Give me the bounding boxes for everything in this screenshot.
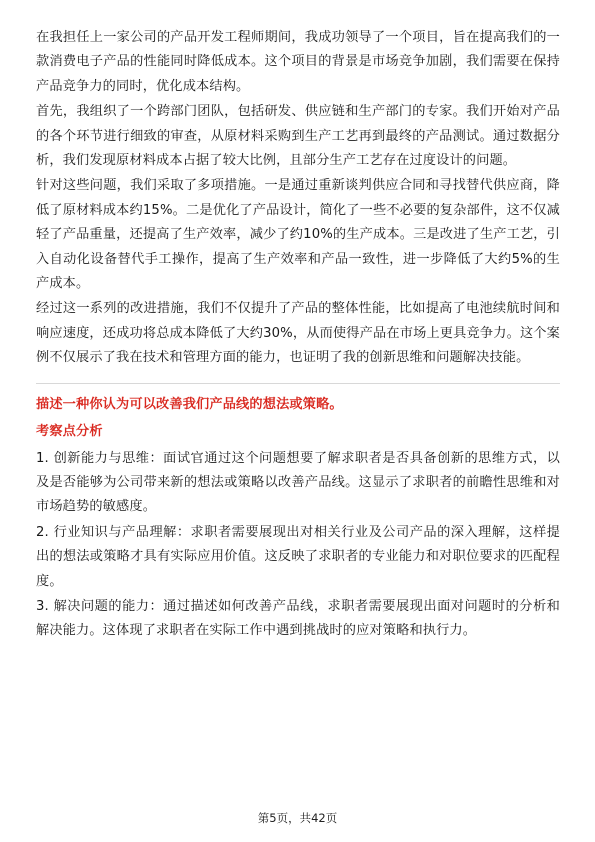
- body-paragraph: 首先，我组织了一个跨部门团队，包括研发、供应链和生产部门的专家。我们开始对产品的各个环节进行细致的审查，从原材料采购到生产工艺再到最终的产品测试。通过数据分析，我们发现原材料成本占据了较大比例，且部分生产工艺存在过度设计的问题。: [36, 104, 560, 169]
- page-content: [36, 26, 560, 645]
- analysis-point: 2. 行业知识与产品理解：求职者需要展现出对相关行业及公司产品的深入理解，这样提出的想法或策略才具有实际应用价值。这反映了求职者的专业能力和对职位要求的匹配程度。: [36, 524, 560, 589]
- analysis-point: 1. 创新能力与思维：面试官通过这个问题想要了解求职者是否具备创新的思维方式，以及是否能够为公司带来新的想法或策略以改善产品线。这显示了求职者的前瞻性思维和对市场趋势的敏感度。: [36, 450, 560, 515]
- page-number: 第5页，共42页: [257, 811, 338, 825]
- section-divider: [36, 383, 560, 384]
- analysis-point: 3. 解决问题的能力：通过描述如何改善产品线，求职者需要展现出面对问题时的分析和解决能力。这体现了求职者在实际工作中遇到挑战时的应对策略和执行力。: [36, 598, 560, 639]
- analysis-title: 考察点分析: [36, 424, 103, 440]
- body-paragraph: 针对这些问题，我们采取了多项措施。一是通过重新谈判供应合同和寻找替代供应商，降低了原材料成本约15%。二是优化了产品设计，简化了一些不必要的复杂部件，这不仅减轻了产品重量，还提高了生产效率，减少了约10%的生产成本。三是改进了生产工艺，引入自动化设备替代手工操作，提高了生产效率和产品一致性，进一步降低了大约5%的生产成本。: [36, 178, 560, 292]
- interview-question: 描述一种你认为可以改善我们产品线的想法或策略。: [36, 396, 343, 412]
- body-paragraph: 经过这一系列的改进措施，我们不仅提升了产品的整体性能，比如提高了电池续航时间和响应速度，还成功将总成本降低了大约30%，从而使得产品在市场上更具竞争力。这个案例不仅展示了我在技术和管理方面的能力，也证明了我的创新思维和问题解决技能。: [36, 301, 560, 366]
- body-paragraph: 在我担任上一家公司的产品开发工程师期间，我成功领导了一个项目，旨在提高我们的一款消费电子产品的性能同时降低成本。这个项目的背景是市场竞争加剧，我们需要在保持产品竞争力的同时，优化成本结构。: [36, 30, 560, 94]
